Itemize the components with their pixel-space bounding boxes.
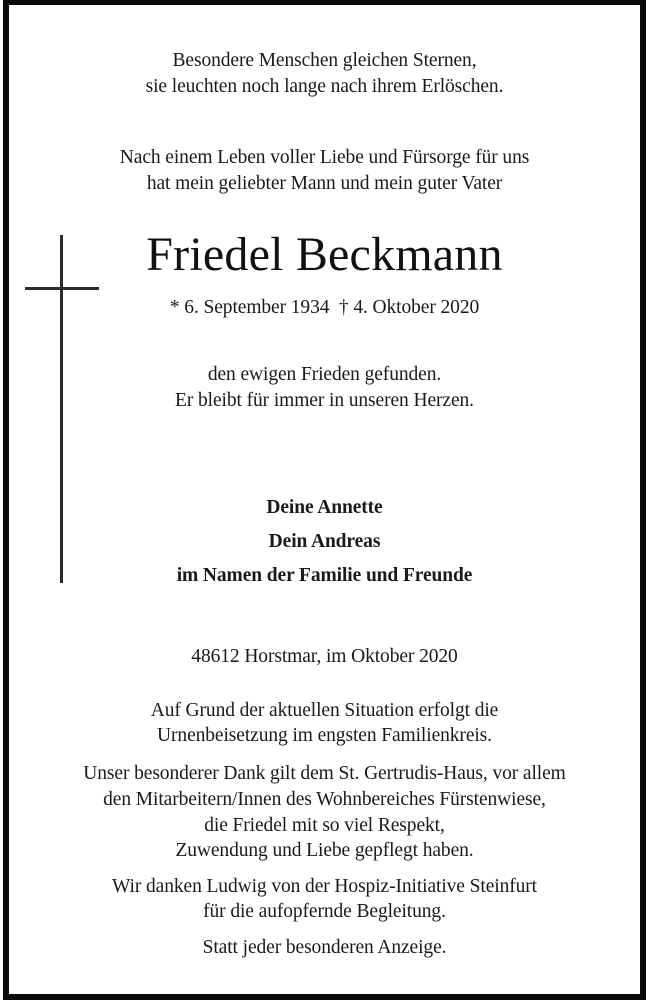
thanks-care-line-3: die Friedel mit so viel Respekt, <box>204 815 445 836</box>
closing-line-1: den ewigen Frieden gefunden. <box>207 364 442 385</box>
intro-line-2: hat mein geliebter Mann und mein guter Vater <box>146 173 503 194</box>
thanks-care-line-1: Unser besonderer Dank gilt dem St. Gertrudis-Haus, vor allem <box>83 763 566 784</box>
burial-note-line-1: Auf Grund der aktuellen Situation erfolgt die <box>150 700 499 721</box>
footer-note: Statt jeder besonderen Anzeige. <box>202 937 447 958</box>
mourner-2: Dein Andreas <box>268 531 381 552</box>
mourner-3: im Namen der Familie und Freunde <box>176 565 473 586</box>
thanks-care-line-2: den Mitarbeitern/Innen des Wohnbereiches Fürstenwiese, <box>103 789 546 810</box>
quote-line-2: sie leuchten noch lange nach ihrem Erlöschen. <box>145 76 504 97</box>
mourner-1: Deine Annette <box>266 497 383 518</box>
thanks-hospice-line-1: Wir danken Ludwig von der Hospiz-Initiative Steinfurt <box>112 876 537 897</box>
closing-line-2: Er bleibt für immer in unseren Herzen. <box>175 390 474 411</box>
quote-line-1: Besondere Menschen gleichen Sternen, <box>172 50 477 71</box>
cross-horizontal-bar <box>25 287 99 290</box>
intro-line-1: Nach einem Leben voller Liebe und Fürsorge für uns <box>119 147 530 168</box>
thanks-hospice-line-2: für die aufopfernde Begleitung. <box>203 901 446 922</box>
life-dates: * 6. September 1934 † 4. Oktober 2020 <box>169 297 480 318</box>
thanks-care-line-4: Zuwendung und Liebe gepflegt haben. <box>175 840 474 861</box>
deceased-name: Friedel Beckmann <box>146 228 503 281</box>
burial-note-line-2: Urnenbeisetzung im engsten Familienkreis. <box>157 725 492 746</box>
place-date: 48612 Horstmar, im Oktober 2020 <box>191 646 458 667</box>
